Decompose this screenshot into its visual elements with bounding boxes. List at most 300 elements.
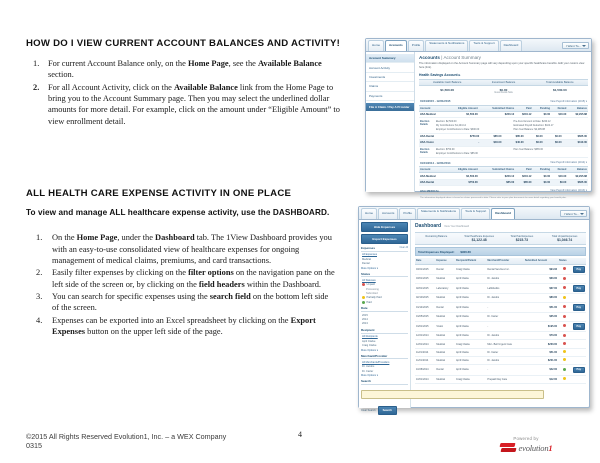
cell-date: 01/14/2015 xyxy=(415,302,435,313)
navbar-right xyxy=(560,208,587,219)
filter-group-search xyxy=(361,379,408,415)
section-one-steps xyxy=(26,58,346,127)
filter-option[interactable]: 2014 xyxy=(362,317,368,321)
logo-tick: 1 xyxy=(548,442,553,453)
filter-title: Date xyxy=(361,306,368,311)
filter-option[interactable]: Dr. Carter xyxy=(362,369,374,373)
cell-expense: Medical xyxy=(435,313,455,321)
third-section-bar xyxy=(419,187,588,195)
cell-status xyxy=(558,365,572,376)
account-title[interactable]: Health Savings Account ▸ xyxy=(419,72,461,77)
filter-group-merchant-provider xyxy=(361,354,408,378)
cell-account: HSA Dental xyxy=(419,134,455,140)
detail-line: Plan Year Balance: $2,295.88 xyxy=(513,127,546,131)
cell-recipient: April Clarke xyxy=(455,313,486,321)
cell-date: 12/21/2014 xyxy=(415,332,435,340)
cell-amount: $260.00 xyxy=(524,340,558,348)
hide-expenses-button[interactable]: Hide Expenses xyxy=(361,222,408,232)
filter-option[interactable]: 2013 xyxy=(362,322,368,326)
cell-recipient: April Clarke xyxy=(455,332,486,340)
table-row[interactable] xyxy=(415,348,586,356)
election-details-col-left xyxy=(436,148,510,156)
detail-line: My Contributions: $1,204.12 xyxy=(436,123,466,127)
cell-eligible[interactable]: $2,500.00 xyxy=(446,111,479,117)
cell-recipient: Craig Clarke xyxy=(455,340,486,348)
status-dot-icon xyxy=(563,358,566,361)
expenses-table-body xyxy=(415,264,586,383)
plan-year-label: 01/01/2014 - 12/31/2014 xyxy=(420,160,451,165)
dashboard-main xyxy=(411,220,589,408)
cell-action xyxy=(572,348,586,356)
total-displayed-value: $906.66 xyxy=(460,249,471,254)
election-details-col-left xyxy=(436,120,510,132)
total-displayed-bar xyxy=(415,247,586,256)
status-dot-icon xyxy=(563,296,566,299)
cell-denied: $0.00 xyxy=(544,140,563,146)
cell-merchant: LabMedics xyxy=(486,283,524,294)
cell-merchant: - xyxy=(486,365,524,376)
cell-action xyxy=(572,294,586,302)
cell-action xyxy=(572,356,586,364)
pay-button[interactable]: Pay xyxy=(573,367,585,374)
th-account[interactable]: Account xyxy=(419,106,446,112)
i-want-to-dropdown[interactable]: I Want To... xyxy=(562,42,589,49)
view-payroll-link-2[interactable]: View Payroll Information (2014) ▾ xyxy=(550,161,587,165)
status-dot-icon xyxy=(563,377,566,380)
status-dot-icon xyxy=(563,305,566,308)
invest-funds-link[interactable]: Invest Funds Now xyxy=(494,91,513,94)
more-options-link[interactable]: More Options ▾ xyxy=(361,374,378,378)
section-two xyxy=(26,188,336,338)
status-dot-icon xyxy=(563,286,566,289)
dashboard-navbar xyxy=(359,207,589,220)
filter-title: Status xyxy=(361,271,371,276)
cell-paid[interactable]: $204.12 xyxy=(515,111,532,117)
filter-option-partially-paid[interactable]: Partially Paid xyxy=(361,296,408,300)
cell-date: 03/01/2015 xyxy=(415,275,435,283)
cell-date: 12/01/2014 xyxy=(415,340,435,348)
filter-heading xyxy=(361,272,408,278)
tab-profile[interactable]: Profile xyxy=(399,208,416,219)
th-status[interactable]: Status xyxy=(558,258,572,264)
detail-line: Estimated Payroll Deduction: $104.17 xyxy=(513,123,554,127)
cell-recipient: April Clarke xyxy=(455,348,486,356)
cell-status xyxy=(558,302,572,313)
filter-group-date xyxy=(361,306,408,326)
tab-home[interactable]: Home xyxy=(361,208,377,219)
th-account[interactable]: Account xyxy=(419,167,446,173)
detail-line: Plan Year Balance: $665.00 xyxy=(513,148,544,152)
copyright-text: ©2015 All Rights Reserved Evolution1, Inc. – a WEX Company xyxy=(26,431,227,441)
filter-heading xyxy=(361,306,408,312)
election-details-col-right xyxy=(514,120,588,132)
cell-eligible[interactable]: $2,500.00 xyxy=(446,173,479,179)
sidebar-item-claims[interactable]: Claims xyxy=(366,82,414,91)
th-eligible-amount[interactable]: Eligible Amount xyxy=(446,106,479,112)
table-row[interactable] xyxy=(415,313,586,321)
cell-account: HSA Medical xyxy=(419,173,446,179)
cell-status xyxy=(558,332,572,340)
dashboard-sidebar xyxy=(359,220,411,413)
cell-balance: $2,295.88 xyxy=(567,173,588,179)
filter-heading xyxy=(361,354,408,360)
th-paid[interactable]: Paid xyxy=(515,106,532,112)
status-dot-icon xyxy=(563,315,566,318)
table-row[interactable] xyxy=(415,321,586,332)
screenshot-account-summary xyxy=(365,38,592,200)
cell-merchant: - xyxy=(486,321,524,332)
th-submitted-amount[interactable]: Submitted Amount xyxy=(524,258,558,264)
plan-year-bar-2 xyxy=(419,159,588,167)
cell-merchant: Dr. Jacobs xyxy=(486,275,524,283)
dashboard-body xyxy=(359,220,589,413)
more-options-link[interactable]: More Options ▾ xyxy=(361,266,378,270)
sidebar-item-account-summary[interactable]: Account Summary xyxy=(366,54,414,63)
table-row xyxy=(419,111,588,117)
tab-dashboard[interactable]: Dashboard xyxy=(491,208,515,219)
cell-date: 11/21/2014 xyxy=(415,348,435,356)
tab-statements-notifications[interactable]: Statements & Notifications xyxy=(425,40,468,51)
cell-action xyxy=(572,264,586,275)
cell-recipient: April Clarke xyxy=(455,321,486,332)
cell-date: 10/28/2014 xyxy=(415,365,435,376)
table-row[interactable] xyxy=(415,294,586,302)
sidebar-item-account-activity[interactable]: Account Activity xyxy=(366,63,414,72)
balance-header-cell: Investment Balance xyxy=(491,80,516,84)
table-row[interactable] xyxy=(415,283,586,294)
filter-option-paid[interactable]: Paid xyxy=(361,300,408,304)
list-item: For current Account Balance only, on the Home Page, see the Available Balance section. xyxy=(48,58,322,80)
cell-merchant: Prepaid Day Care xyxy=(486,375,524,383)
election-details-columns xyxy=(436,148,587,156)
pay-button[interactable]: Pay xyxy=(573,285,585,292)
cell-pending: $0.00 xyxy=(525,134,544,140)
list-item: For all Account Activity, click on the Available Balance link from the Home Page to bring you to the Account Summary page. Then you may select the underlined dollar amounts for more detail. For example, click on the amount under “Eligible Amount” to view enrollment detail. xyxy=(48,82,340,126)
cell-merchant: Dental Services Inc. xyxy=(486,264,524,275)
balance-values xyxy=(419,86,588,97)
th-paid[interactable]: Paid xyxy=(515,167,532,173)
filter-heading xyxy=(361,379,408,385)
evolution1-logo xyxy=(480,442,572,453)
tab-tools-support[interactable]: Tools & Support xyxy=(461,208,490,219)
cell-eligible[interactable]: - xyxy=(455,140,480,146)
election-details-label: Election Details xyxy=(420,119,430,126)
expenses-table xyxy=(415,258,586,384)
cell-account: HSA Dental xyxy=(419,179,446,185)
cell-balance: $310.00 xyxy=(563,140,588,146)
cell-action xyxy=(572,321,586,332)
filter-option[interactable]: April Clarke xyxy=(362,339,376,343)
cell-denied: $16.00 xyxy=(551,111,567,117)
stat-total-unpaid-expenses: Total Unpaid Expenses $1,046.74 xyxy=(551,235,578,242)
table-row xyxy=(419,140,588,146)
cell-eligible[interactable]: $750.00 xyxy=(455,134,480,140)
list-item: On the Home Page, under the Dashboard tab. The 1View Dashboard provides you with an easy-to-use consolidated view of healthcare expenses for ongoing management of medical claims, premiums, and card transactions. xyxy=(52,233,332,265)
clear-search-button[interactable]: Clear Search xyxy=(361,408,376,412)
table-row[interactable] xyxy=(415,375,586,383)
cell-status xyxy=(558,321,572,332)
filter-group-status xyxy=(361,272,408,305)
cell-amount: $94.36 xyxy=(524,264,558,275)
status-dot-green-icon xyxy=(362,301,365,304)
cell-date: 01/01/2015 xyxy=(415,321,435,332)
filter-group-recipient xyxy=(361,328,408,352)
cell-merchant: Dr. Carter xyxy=(486,313,524,321)
cell-date: 03/21/2015 xyxy=(415,264,435,275)
cell-paid[interactable]: $85.00 xyxy=(502,134,524,140)
page-title-note: View Your Dashboard xyxy=(444,225,470,228)
tab-home[interactable]: Home xyxy=(368,40,384,51)
th-recipient-patient[interactable]: Recipient/Patient xyxy=(455,258,486,264)
evolution1-card-icon xyxy=(500,442,517,453)
sidebar-item-payments[interactable]: Payments xyxy=(366,92,414,101)
cell-expense: Medical xyxy=(435,340,455,348)
cell-denied: $0.00 xyxy=(544,134,563,140)
sidebar-item-investments[interactable]: Investments xyxy=(366,73,414,82)
election-details-label: Election Details xyxy=(420,148,430,155)
pay-button[interactable]: Pay xyxy=(573,323,585,330)
cell-submitted[interactable]: $40.00 xyxy=(480,140,502,146)
cell-merchant: Dr. Jacobs xyxy=(486,332,524,340)
account-navbar xyxy=(366,39,591,52)
cell-recipient: April Clarke xyxy=(455,365,486,376)
cell-merchant: Dr. Carter xyxy=(486,348,524,356)
search-button[interactable]: Search xyxy=(378,406,397,415)
status-dot-icon xyxy=(563,324,566,327)
section-two-heading: ALL HEALTH CARE EXPENSE ACTIVITY IN ONE PLACE xyxy=(26,188,292,199)
navbar-right xyxy=(562,40,589,51)
table-row[interactable] xyxy=(415,264,586,275)
account-table-1 xyxy=(419,106,588,118)
detail-line: Employer Contributions to Date: $85.00 xyxy=(436,151,478,155)
cell-paid[interactable]: $85.00 xyxy=(515,179,532,185)
th-eligible-amount[interactable]: Eligible Amount xyxy=(446,167,479,173)
cell-pending: $0.00 xyxy=(525,140,544,146)
section-one-heading: HOW DO I VIEW CURRENT ACCOUNT BALANCES AND ACTIVITY! xyxy=(26,38,341,49)
cell-action xyxy=(572,302,586,313)
table-row[interactable] xyxy=(415,356,586,364)
cell-recipient: April Clarke xyxy=(455,302,486,313)
filter-option[interactable]: Dental xyxy=(362,261,370,265)
page-title: Dashboard View Your Dashboard xyxy=(415,223,470,229)
filter-group-expenses xyxy=(361,246,408,270)
cell-action xyxy=(572,375,586,383)
filter-title: Expenses xyxy=(361,246,376,250)
cell-denied: $16.00 xyxy=(551,173,567,179)
balance-header-cell: Total Available Balance xyxy=(546,80,574,84)
clear-all-link[interactable]: Clear All xyxy=(399,247,408,249)
cell-submitted[interactable]: $220.12 xyxy=(479,173,515,179)
th-pending[interactable]: Pending xyxy=(533,167,552,173)
cell-submitted[interactable]: $85.00 xyxy=(480,134,502,140)
cell-amount: $42.00 xyxy=(524,365,558,376)
th-expense[interactable]: Expense xyxy=(435,258,455,264)
cell-expense: Medical xyxy=(435,348,455,356)
filter-option[interactable]: All Statuses xyxy=(362,278,376,282)
th-denied[interactable]: Denied xyxy=(551,106,567,112)
search-actions xyxy=(361,406,408,415)
cell-status xyxy=(558,340,572,348)
cell-amount: $51.00 xyxy=(524,348,558,356)
cell-date: 01/05/2015 xyxy=(415,313,435,321)
cell-recipient: Craig Clarke xyxy=(455,264,486,275)
filter-option[interactable]: Dr. Jacobs xyxy=(362,365,375,369)
cell-status xyxy=(558,356,572,364)
th-merchant-provider[interactable]: Merchant/Provider xyxy=(486,258,524,264)
filter-option[interactable]: Medical xyxy=(362,257,371,261)
table-row xyxy=(419,179,588,185)
th-submitted-claims[interactable]: Submitted Claims xyxy=(479,167,515,173)
status-dot-red-icon xyxy=(362,283,365,286)
cell-amount: $60.00 xyxy=(524,275,558,283)
table-row[interactable] xyxy=(415,275,586,283)
file-claim-button[interactable]: File A Claim / Pay A Provider xyxy=(366,103,414,111)
section-two-subheading: To view and manage ALL healthcare expense activity, use the DASHBOARD. xyxy=(26,207,330,217)
detail-line: Election: $2,500.00 xyxy=(436,119,457,123)
cell-pending: $0.00 xyxy=(533,179,552,185)
cell-expense: Medical xyxy=(435,356,455,364)
tab-accounts[interactable]: Accounts xyxy=(378,208,398,219)
filter-option[interactable]: All Expenses xyxy=(362,253,377,257)
cell-status xyxy=(558,294,572,302)
th-denied[interactable]: Denied xyxy=(551,167,567,173)
detail-line: Pre-Fund Amount to Date: $220.12 xyxy=(513,119,551,123)
cell-merchant: Dr. Jacobs xyxy=(486,356,524,364)
section-one xyxy=(26,38,346,128)
cell-expense: Vision xyxy=(435,321,455,332)
screenshot-dashboard xyxy=(358,206,590,413)
cell-merchant: Mid - Bell Urgent Care xyxy=(486,340,524,348)
cell-paid[interactable]: $204.12 xyxy=(515,173,532,179)
cell-action xyxy=(572,313,586,321)
filter-option[interactable]: Craig Clarke xyxy=(362,343,377,347)
table-row[interactable] xyxy=(415,340,586,348)
view-payroll-link-1[interactable]: View Payroll Information (2015) ▾ xyxy=(550,99,587,103)
total-available-balance: $1,500.00 xyxy=(552,87,567,92)
section-two-headings xyxy=(26,188,336,218)
th-submitted-claims[interactable]: Submitted Claims xyxy=(479,106,515,112)
stat-remaining-balance: Remaining Balance xyxy=(425,235,448,238)
cell-expense: Medical xyxy=(435,294,455,302)
page-number: 4 xyxy=(298,430,302,439)
th-date[interactable]: Date xyxy=(415,258,435,264)
stat-total-paid-expenses: Total Paid Expenses $215.73 xyxy=(510,235,534,242)
balance-headers xyxy=(419,79,588,86)
plan-year-bar-1 xyxy=(419,98,588,106)
cell-date: 10/01/2014 xyxy=(415,375,435,383)
more-options-link[interactable]: More Options ▾ xyxy=(361,348,378,352)
filter-option[interactable]: Submitted xyxy=(366,291,378,295)
table-row[interactable] xyxy=(415,302,586,313)
tab-statements-notifications[interactable]: Statements & Notifications xyxy=(417,208,460,219)
status-dot-icon xyxy=(563,277,566,280)
cell-status xyxy=(558,283,572,294)
cell-expense: Medical xyxy=(435,375,455,383)
tab-dashboard[interactable]: Dashboard xyxy=(500,40,523,51)
filter-title: Merchant/Provider xyxy=(361,353,388,358)
cell-action xyxy=(572,332,586,340)
filter-heading xyxy=(361,328,408,334)
list-item: You can search for specific expenses using the search field on the bottom left side of the screen. xyxy=(52,291,329,313)
pay-button[interactable]: Pay xyxy=(573,304,585,311)
cell-eligible[interactable]: $750.00 xyxy=(446,179,479,185)
cell-balance: $665.00 xyxy=(567,179,588,185)
th-balance[interactable]: Balance xyxy=(567,106,588,112)
cell-amount: $201.00 xyxy=(524,356,558,364)
export-expenses-button[interactable]: Export Expenses xyxy=(361,234,408,244)
cell-recipient: April Clarke xyxy=(455,294,486,302)
cell-recipient: April Clarke xyxy=(455,283,486,294)
filter-title: Search xyxy=(361,379,372,384)
total-displayed-label: Total Expenses Displayed: xyxy=(418,249,455,254)
filter-option[interactable]: Processing xyxy=(366,287,379,291)
cell-expense: Dental xyxy=(435,264,455,275)
cell-amount: $67.00 xyxy=(524,283,558,294)
breadcrumb: Accounts | Account Summary xyxy=(419,55,481,60)
filter-title: Recipient xyxy=(361,328,375,332)
tab-tools-support[interactable]: Tools & Support xyxy=(469,40,498,51)
table-row[interactable] xyxy=(415,332,586,340)
cell-paid[interactable]: $40.00 xyxy=(502,140,524,146)
tab-accounts[interactable]: Accounts xyxy=(385,40,407,51)
view-payroll-link-3[interactable]: View Payroll Information (2013) ▾ xyxy=(550,189,587,193)
filter-option[interactable]: All Recipients xyxy=(362,335,378,339)
cell-merchant: - xyxy=(486,302,524,313)
cell-status xyxy=(558,348,572,356)
stat-total-healthcare-expenses: Total Healthcare Expenses $1,122.48 xyxy=(464,235,494,242)
cell-recipient: April Clarke xyxy=(455,356,486,364)
cell-date: 02/10/2015 xyxy=(415,294,435,302)
third-section-label: HSA MEDICAL xyxy=(420,188,440,193)
i-want-to-dropdown[interactable]: I Want To... xyxy=(560,210,587,217)
filter-option[interactable]: 2015 xyxy=(362,313,368,317)
status-dot-icon xyxy=(563,334,566,337)
cell-merchant: Dr. Jacobs xyxy=(486,294,524,302)
cell-action xyxy=(572,283,586,294)
filter-option-unpaid[interactable]: Unpaid xyxy=(361,283,408,287)
cell-date: 11/01/2014 xyxy=(415,356,435,364)
cell-recipient: Craig Clarke xyxy=(455,375,486,383)
cell-status xyxy=(558,264,572,275)
available-cash-balance[interactable]: $1,500.00 xyxy=(440,87,455,92)
cell-denied: $0.00 xyxy=(551,179,567,185)
cell-action xyxy=(572,275,586,283)
disclaimer-text: The information displayed above is based on claims processed to date. Please refer to your plan documents for more detail regarding your benefit plan. xyxy=(420,197,567,200)
detail-line: Election: $750.00 xyxy=(436,148,455,152)
cell-amount: $73.00 xyxy=(524,332,558,340)
cell-submitted[interactable]: $85.00 xyxy=(479,179,515,185)
pay-button[interactable]: Pay xyxy=(573,266,585,273)
intro-text: The information displayed on the Account Summary page will vary depending upon your specific healthcare benefits. Edit your custom view here (link). xyxy=(419,62,585,70)
status-dot-yellow-icon xyxy=(362,296,365,299)
th-balance[interactable]: Balance xyxy=(567,167,588,173)
cell-pending: $0.00 xyxy=(533,173,552,179)
th-pending[interactable]: Pending xyxy=(533,106,552,112)
cell-balance: $2,295.88 xyxy=(567,111,588,117)
cell-amount: $51.00 xyxy=(524,302,558,313)
account-body xyxy=(366,52,591,200)
list-item: Easily filter expenses by clicking on the filter options on the navigation pane on the left side of the screen or, by clicking on the field headers within the Dashboard. xyxy=(52,268,335,289)
cell-submitted[interactable]: $220.12 xyxy=(479,111,515,117)
table-row[interactable] xyxy=(415,365,586,376)
tab-profile[interactable]: Profile xyxy=(408,40,425,51)
cell-expense: Laboratory xyxy=(435,283,455,294)
filter-option[interactable]: All Merchants/Providers xyxy=(362,360,390,364)
cell-recipient: April Clarke xyxy=(455,275,486,283)
filter-heading xyxy=(361,246,408,252)
election-details-columns xyxy=(436,120,587,132)
evolution1-wordmark: evolution1 xyxy=(518,442,553,453)
